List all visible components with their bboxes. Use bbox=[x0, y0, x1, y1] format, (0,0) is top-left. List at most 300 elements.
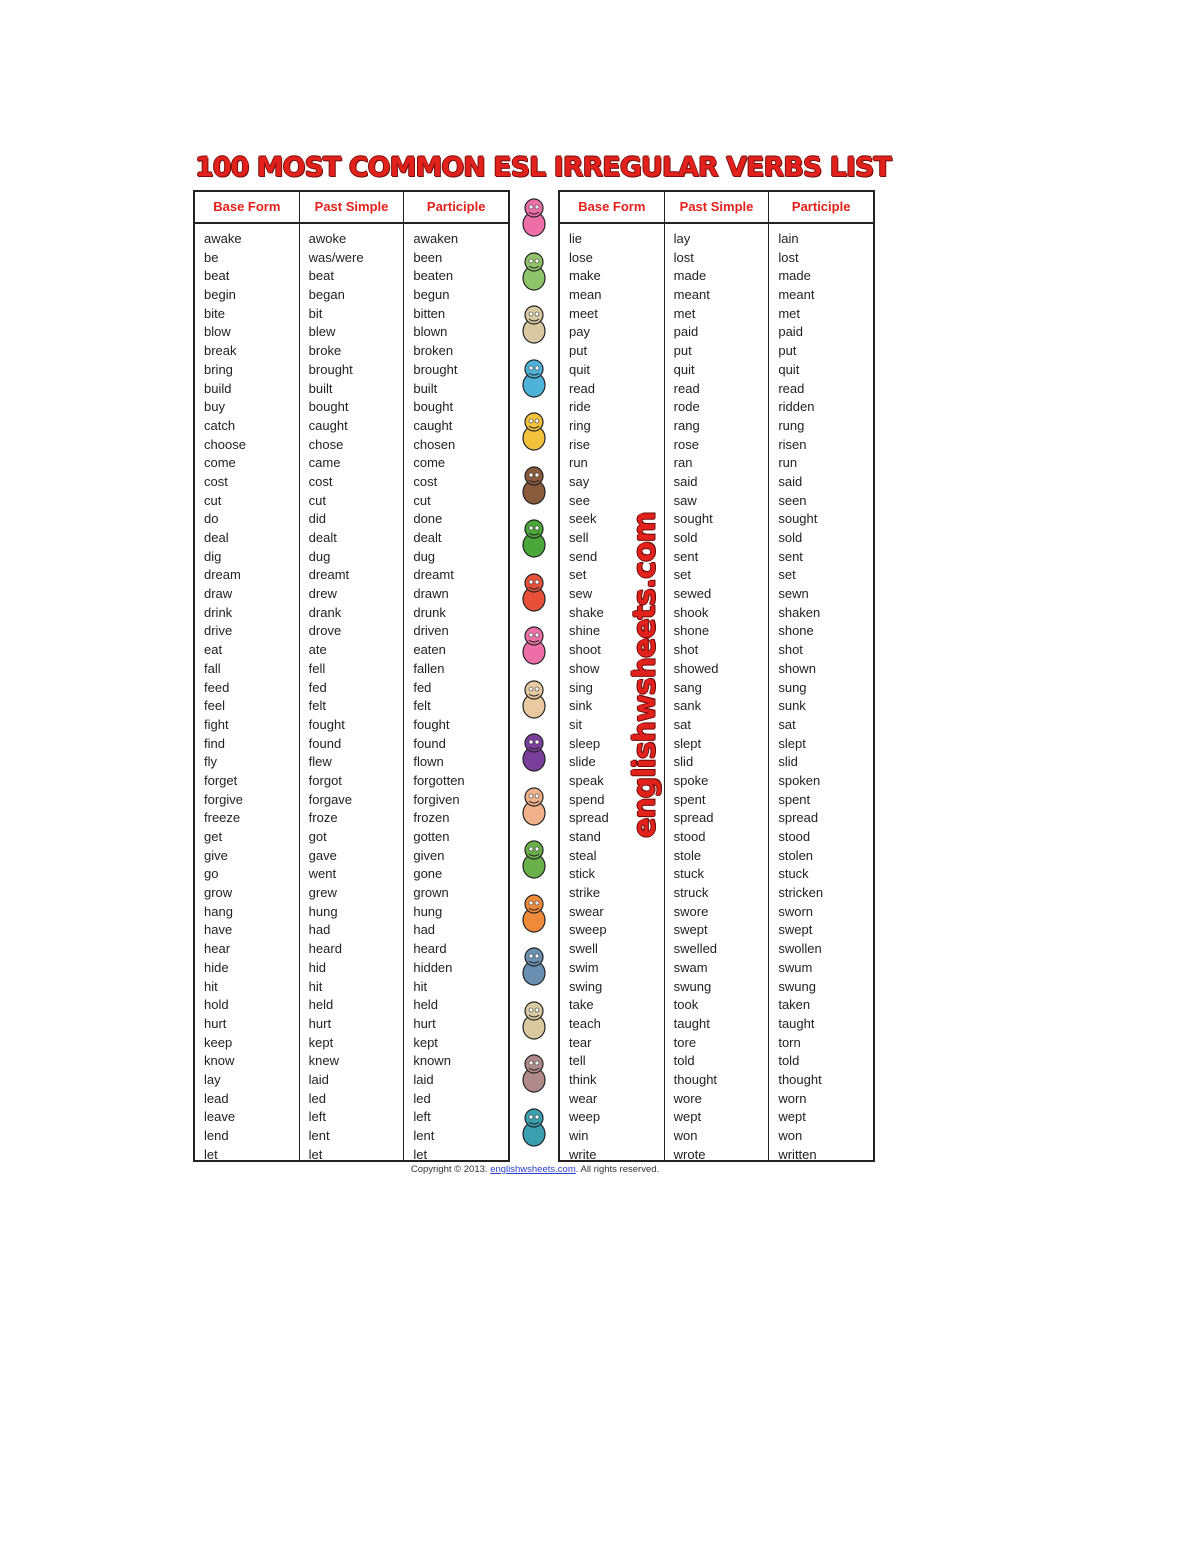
verb-cell: show bbox=[569, 660, 600, 676]
verb-cell: blow bbox=[204, 324, 231, 340]
verb-cell: sat bbox=[673, 716, 692, 732]
verb-cell: slid bbox=[778, 754, 798, 770]
verb-cell: meet bbox=[569, 305, 598, 321]
verb-cell: bring bbox=[204, 361, 233, 377]
verb-cell: keep bbox=[204, 1034, 233, 1050]
verb-cell: cost bbox=[413, 473, 438, 489]
verb-cell: brought bbox=[308, 361, 353, 377]
verb-cell: swung bbox=[778, 978, 816, 994]
verb-cell: sit bbox=[569, 716, 582, 732]
verb-cell: cost bbox=[308, 473, 333, 489]
verb-cell: shake bbox=[569, 604, 604, 620]
verb-cell: forgive bbox=[204, 791, 244, 807]
participle-column bbox=[769, 224, 873, 1162]
verb-cell: pay bbox=[569, 324, 590, 340]
verb-cell: have bbox=[204, 922, 233, 938]
verb-cell: freeze bbox=[204, 810, 241, 826]
verb-cell: awake bbox=[204, 231, 242, 246]
verb-cell: meant bbox=[673, 287, 710, 303]
verb-cell: done bbox=[413, 511, 443, 527]
verb-cell: swollen bbox=[778, 941, 822, 957]
verb-cell: stolen bbox=[778, 847, 814, 863]
verb-cell: tear bbox=[569, 1034, 592, 1050]
verb-cell: swung bbox=[673, 978, 712, 994]
verb-cell: bite bbox=[204, 305, 225, 321]
verb-cell: let bbox=[308, 1146, 323, 1162]
verb-cell: chosen bbox=[413, 436, 456, 452]
verb-cell: know bbox=[204, 1053, 235, 1069]
header-past-simple: Past Simple bbox=[300, 192, 405, 222]
verb-cell: think bbox=[569, 1071, 597, 1087]
verb-cell: tore bbox=[673, 1034, 697, 1050]
pink-flying-pig-monster-icon bbox=[516, 196, 552, 240]
verb-cell: led bbox=[413, 1090, 431, 1106]
verb-cell: fed bbox=[308, 679, 327, 695]
verb-cell: hit bbox=[204, 978, 218, 994]
watermark-text: englishwsheets.com bbox=[627, 512, 663, 838]
verb-cell: rang bbox=[673, 417, 700, 433]
verb-cell: sent bbox=[778, 548, 803, 564]
copyright-footer bbox=[195, 1164, 875, 1175]
verb-cell: wear bbox=[569, 1090, 598, 1106]
verb-cell: was/were bbox=[308, 249, 364, 265]
verb-cell: thought bbox=[673, 1071, 718, 1087]
verb-cell: forgave bbox=[308, 791, 353, 807]
verb-cell: lost bbox=[778, 249, 799, 265]
verb-cell: ring bbox=[569, 417, 591, 433]
verb-cell: forgot bbox=[308, 772, 342, 788]
verb-cell: break bbox=[204, 343, 237, 359]
green-dragon-monster-icon bbox=[516, 517, 552, 561]
verb-cell: lay bbox=[204, 1071, 221, 1087]
verb-cell: come bbox=[413, 455, 446, 471]
verb-cell: shook bbox=[673, 604, 709, 620]
verb-cell: leave bbox=[204, 1109, 236, 1125]
verb-cell: told bbox=[778, 1053, 800, 1069]
verb-cell: dreamt bbox=[308, 567, 350, 583]
monster-illustration-strip bbox=[510, 190, 558, 1162]
verb-cell: did bbox=[308, 511, 327, 527]
verb-cell: caught bbox=[413, 417, 453, 433]
verb-cell: began bbox=[308, 287, 345, 303]
verb-cell: kept bbox=[413, 1034, 438, 1050]
verb-cell: dream bbox=[204, 567, 241, 583]
verb-cell: led bbox=[308, 1090, 327, 1106]
verbs-table-left bbox=[193, 190, 510, 1162]
verb-cell: run bbox=[569, 455, 588, 471]
verb-cell: fought bbox=[308, 716, 345, 732]
verb-cell: gotten bbox=[413, 829, 450, 844]
verb-cell: put bbox=[778, 343, 797, 359]
verb-cell: lay bbox=[673, 231, 691, 246]
verb-cell: told bbox=[673, 1053, 695, 1069]
verb-cell: ran bbox=[673, 455, 693, 471]
verb-cell: laid bbox=[308, 1071, 329, 1087]
verb-cell: rode bbox=[673, 399, 700, 415]
verb-cell: awaken bbox=[413, 231, 459, 246]
verb-cell: stuck bbox=[778, 866, 809, 882]
verb-cell: drawn bbox=[413, 586, 449, 602]
verb-cell: wrote bbox=[673, 1146, 706, 1162]
verb-cell: win bbox=[569, 1128, 589, 1143]
verb-cell: awoke bbox=[308, 231, 347, 246]
table-header bbox=[195, 192, 508, 224]
verb-cell: fell bbox=[308, 660, 326, 676]
past-simple-column bbox=[300, 224, 405, 1162]
beige-gremlin-monster-icon bbox=[516, 678, 552, 722]
verb-cell: sew bbox=[569, 586, 593, 602]
verb-cell: won bbox=[778, 1128, 803, 1143]
verb-cell: sweep bbox=[569, 922, 607, 938]
verb-cell: sold bbox=[673, 530, 698, 545]
verb-cell: lie bbox=[569, 231, 583, 246]
verb-cell: had bbox=[308, 922, 331, 938]
verb-cell: fought bbox=[413, 716, 450, 732]
site-link[interactable]: englishwsheets.com bbox=[490, 1164, 576, 1175]
verb-cell: sewn bbox=[778, 586, 809, 602]
verb-cell: taken bbox=[778, 997, 811, 1013]
verb-cell: sold bbox=[778, 530, 803, 545]
verb-cell: rise bbox=[569, 436, 590, 452]
verb-cell: begin bbox=[204, 287, 236, 303]
verb-cell: quit bbox=[778, 361, 800, 377]
verb-cell: cut bbox=[413, 492, 431, 508]
verb-cell: blown bbox=[413, 324, 448, 340]
verb-cell: left bbox=[413, 1109, 431, 1125]
verb-cell: hide bbox=[204, 959, 229, 975]
verb-cell: rose bbox=[673, 436, 699, 452]
verb-cell: hurt bbox=[413, 1015, 436, 1031]
verb-cell: froze bbox=[308, 810, 338, 826]
verb-cell: bought bbox=[308, 399, 349, 415]
verb-cell: sing bbox=[569, 679, 593, 695]
verb-cell: stood bbox=[673, 829, 706, 844]
verb-cell: worn bbox=[778, 1090, 807, 1106]
verb-cell: bitten bbox=[413, 305, 446, 321]
verb-cell: be bbox=[204, 249, 219, 265]
verb-cell: go bbox=[204, 866, 219, 882]
verb-cell: taught bbox=[778, 1015, 815, 1031]
verb-cell: fly bbox=[204, 754, 217, 770]
verb-cell: hit bbox=[308, 978, 323, 994]
verb-cell: build bbox=[204, 380, 232, 396]
verb-cell: steal bbox=[569, 847, 597, 863]
verb-cell: slide bbox=[569, 754, 596, 770]
verb-cell: fallen bbox=[413, 660, 445, 676]
verb-cell: do bbox=[204, 511, 219, 527]
verb-cell: stole bbox=[673, 847, 702, 863]
verb-cell: wept bbox=[778, 1109, 806, 1125]
verb-cell: quit bbox=[569, 361, 590, 377]
verb-cell: wept bbox=[673, 1109, 702, 1125]
verb-cell: flown bbox=[413, 754, 444, 770]
header-participle: Participle bbox=[426, 199, 486, 214]
verb-cell: thought bbox=[778, 1071, 822, 1087]
verb-cell: hung bbox=[413, 903, 443, 919]
verb-cell: hurt bbox=[204, 1015, 227, 1031]
verb-cell: blew bbox=[308, 324, 336, 340]
verb-cell: dug bbox=[413, 548, 436, 564]
verb-cell: drink bbox=[204, 604, 233, 620]
verb-cell: see bbox=[569, 492, 590, 508]
verb-cell: won bbox=[673, 1128, 698, 1143]
zombie-monster-icon bbox=[516, 945, 552, 989]
verb-cell: strike bbox=[569, 885, 601, 901]
verb-cell: torn bbox=[778, 1034, 801, 1050]
verb-cell: give bbox=[204, 847, 228, 863]
verb-cell: spend bbox=[569, 791, 605, 807]
verb-cell: driven bbox=[413, 623, 449, 639]
verb-cell: drunk bbox=[413, 604, 446, 620]
verb-cell: swear bbox=[569, 903, 604, 919]
verb-cell: choose bbox=[204, 436, 246, 452]
verb-cell: made bbox=[778, 268, 811, 284]
verb-cell: shine bbox=[569, 623, 601, 639]
verb-cell: lead bbox=[204, 1090, 229, 1106]
verb-cell: gave bbox=[308, 847, 337, 863]
verb-cell: heard bbox=[308, 941, 342, 957]
verb-cell: set bbox=[569, 567, 587, 583]
verb-cell: take bbox=[569, 997, 594, 1013]
verb-cell: deal bbox=[204, 530, 229, 545]
verb-cell: sang bbox=[673, 679, 702, 695]
verb-cell: grow bbox=[204, 885, 233, 901]
verb-cell: cost bbox=[204, 473, 228, 489]
verb-cell: set bbox=[673, 567, 692, 583]
verb-cell: felt bbox=[308, 698, 327, 714]
child-monster-icon bbox=[516, 785, 552, 829]
verb-cell: catch bbox=[204, 417, 236, 433]
verb-cell: drank bbox=[308, 604, 342, 620]
copyright-prefix: Copyright © 2013. bbox=[410, 1164, 491, 1175]
verb-cell: hid bbox=[308, 959, 327, 975]
verb-cell: grew bbox=[308, 885, 337, 901]
verb-cell: stricken bbox=[778, 885, 824, 901]
verb-cell: drove bbox=[308, 623, 342, 639]
verb-cell: spent bbox=[778, 791, 811, 807]
verb-cell: heard bbox=[413, 941, 447, 957]
verb-cell: built bbox=[308, 380, 333, 396]
orange-cyclops-monster-icon bbox=[516, 892, 552, 936]
verb-cell: swell bbox=[569, 941, 598, 957]
green-troll-monster-icon bbox=[516, 838, 552, 882]
verb-cell: sank bbox=[673, 698, 702, 714]
verb-cell: put bbox=[673, 343, 692, 359]
verb-cell: let bbox=[204, 1146, 218, 1162]
verb-cell: bit bbox=[308, 305, 323, 321]
verb-cell: held bbox=[308, 997, 334, 1013]
verb-cell: brought bbox=[413, 361, 458, 377]
verb-cell: struck bbox=[673, 885, 709, 901]
red-yellow-bug-monster-icon bbox=[516, 571, 552, 615]
bandaged-monster-icon bbox=[516, 999, 552, 1043]
verb-cell: seen bbox=[778, 492, 807, 508]
verb-cell: meant bbox=[778, 287, 815, 303]
verb-cell: forgotten bbox=[413, 772, 465, 788]
verb-cell: beat bbox=[308, 268, 334, 284]
verb-cell: hidden bbox=[413, 959, 453, 975]
verb-cell: gone bbox=[413, 866, 443, 882]
verb-cell: fight bbox=[204, 716, 229, 732]
verb-cell: swim bbox=[569, 959, 599, 975]
blue-horned-monster-icon bbox=[516, 357, 552, 401]
verb-cell: spread bbox=[778, 810, 819, 826]
verb-cell: said bbox=[673, 473, 698, 489]
verb-cell: buy bbox=[204, 399, 225, 415]
verb-cell: forgiven bbox=[413, 791, 460, 807]
verb-cell: met bbox=[673, 305, 696, 321]
base-form-column bbox=[195, 224, 300, 1162]
verb-cell: sink bbox=[569, 698, 593, 714]
verb-cell: sleep bbox=[569, 735, 601, 751]
verb-cell: come bbox=[204, 455, 236, 471]
table-header bbox=[560, 192, 873, 224]
verb-cell: forget bbox=[204, 772, 238, 788]
verb-cell: found bbox=[308, 735, 342, 751]
verb-cell: teach bbox=[569, 1015, 601, 1031]
verb-cell: sent bbox=[673, 548, 699, 564]
verb-cell: left bbox=[308, 1109, 327, 1125]
verb-cell: said bbox=[778, 473, 803, 489]
verb-cell: sworn bbox=[778, 903, 814, 919]
verb-cell: draw bbox=[204, 586, 233, 602]
pink-flying-pig-monster-icon bbox=[516, 624, 552, 668]
verb-cell: shot bbox=[778, 642, 803, 658]
verb-cell: get bbox=[204, 829, 223, 844]
verb-cell: swept bbox=[778, 922, 813, 938]
verb-cell: dreamt bbox=[413, 567, 454, 583]
verb-cell: went bbox=[308, 866, 337, 882]
verb-cell: sunk bbox=[778, 698, 806, 714]
verb-cell: sought bbox=[778, 511, 818, 527]
verb-cell: lose bbox=[569, 249, 593, 265]
verb-cell: lain bbox=[778, 231, 799, 246]
verb-cell: met bbox=[778, 305, 801, 321]
verb-cell: hurt bbox=[308, 1015, 332, 1031]
verb-cell: knew bbox=[308, 1053, 340, 1069]
grey-rat-monster-icon bbox=[516, 1052, 552, 1096]
verb-cell: feel bbox=[204, 698, 225, 714]
verb-cell: been bbox=[413, 249, 443, 265]
verb-cell: ride bbox=[569, 399, 591, 415]
verb-cell: broke bbox=[308, 343, 342, 359]
header-participle: Participle bbox=[791, 199, 851, 214]
verb-cell: read bbox=[673, 380, 700, 396]
verb-cell: shone bbox=[673, 623, 710, 639]
mummy-monster-icon bbox=[516, 303, 552, 347]
verb-cell: swum bbox=[778, 959, 813, 975]
verb-cell: saw bbox=[673, 492, 697, 508]
verb-cell: wore bbox=[673, 1090, 702, 1106]
header-base-form: Base Form bbox=[560, 192, 665, 222]
verb-cell: eat bbox=[204, 642, 223, 658]
verb-cell: swore bbox=[673, 903, 709, 919]
verb-cell: found bbox=[413, 735, 446, 751]
verb-cell: speak bbox=[569, 772, 604, 788]
verb-cell: say bbox=[569, 473, 590, 489]
verb-cell: bought bbox=[413, 399, 454, 415]
verb-cell: laid bbox=[413, 1071, 434, 1087]
verb-cell: kept bbox=[308, 1034, 334, 1050]
verb-cell: lend bbox=[204, 1128, 229, 1143]
verb-cell: flew bbox=[308, 754, 332, 770]
verb-cell: eaten bbox=[413, 642, 446, 658]
verb-cell: given bbox=[413, 847, 445, 863]
verb-cell: dig bbox=[204, 548, 222, 564]
verb-cell: broken bbox=[413, 343, 454, 359]
verb-cell: hold bbox=[204, 997, 229, 1013]
verb-cell: grown bbox=[413, 885, 449, 901]
verb-cell: quit bbox=[673, 361, 695, 377]
verb-cell: sewed bbox=[673, 586, 712, 602]
header-base-form: Base Form bbox=[195, 192, 300, 222]
verb-cell: hear bbox=[204, 941, 231, 957]
verb-cell: make bbox=[569, 268, 601, 284]
verb-cell: spread bbox=[673, 810, 714, 826]
verb-cell: fed bbox=[413, 679, 432, 695]
verb-cell: lent bbox=[413, 1128, 435, 1143]
verb-cell: came bbox=[308, 455, 341, 471]
verb-cell: swing bbox=[569, 978, 603, 994]
verb-cell: cut bbox=[204, 492, 222, 508]
verb-cell: spoke bbox=[673, 772, 709, 788]
past-simple-column bbox=[665, 224, 770, 1162]
site-watermark bbox=[627, 505, 663, 845]
verb-cell: chose bbox=[308, 436, 344, 452]
copyright-suffix: . All rights reserved. bbox=[575, 1164, 660, 1175]
verb-cell: slept bbox=[673, 735, 702, 751]
verb-cell: spoken bbox=[778, 772, 821, 788]
verb-cell: beat bbox=[204, 268, 230, 284]
verb-cell: shaken bbox=[778, 604, 821, 620]
verb-cell: frozen bbox=[413, 810, 450, 826]
verb-cell: hang bbox=[204, 903, 233, 919]
verb-cell: run bbox=[778, 455, 798, 471]
verb-cell: took bbox=[673, 997, 699, 1013]
verb-cell: seek bbox=[569, 511, 597, 527]
verb-cell: rung bbox=[778, 417, 805, 433]
verb-cell: got bbox=[308, 829, 327, 844]
yellow-spiky-monster-icon bbox=[516, 410, 552, 454]
verb-cell: ridden bbox=[778, 399, 815, 415]
verb-cell: felt bbox=[413, 698, 431, 714]
verb-cell: find bbox=[204, 735, 225, 751]
verb-cell: caught bbox=[308, 417, 348, 433]
verb-cell: held bbox=[413, 997, 438, 1013]
verb-cell: taught bbox=[673, 1015, 710, 1031]
verb-cell: weep bbox=[569, 1109, 601, 1125]
verb-cell: stick bbox=[569, 866, 595, 882]
verb-cell: hung bbox=[308, 903, 338, 919]
verb-cell: built bbox=[413, 380, 438, 396]
verb-cell: shoot bbox=[569, 642, 601, 658]
verb-cell: swelled bbox=[673, 941, 718, 957]
green-ogre-monster-icon bbox=[516, 250, 552, 294]
verb-cell: paid bbox=[778, 324, 803, 340]
verb-cell: showed bbox=[673, 660, 719, 676]
verb-cell: shot bbox=[673, 642, 699, 658]
verb-cell: drive bbox=[204, 623, 233, 639]
verb-cell: lost bbox=[673, 249, 694, 265]
verb-cell: sat bbox=[778, 716, 796, 732]
verbs-table-right bbox=[558, 190, 875, 1162]
verb-cell: stand bbox=[569, 829, 601, 844]
verb-cell: fall bbox=[204, 660, 221, 676]
verb-cell: dug bbox=[308, 548, 331, 564]
verb-cell: begun bbox=[413, 287, 450, 303]
verb-cell: made bbox=[673, 268, 707, 284]
verb-cell: sung bbox=[778, 679, 807, 695]
